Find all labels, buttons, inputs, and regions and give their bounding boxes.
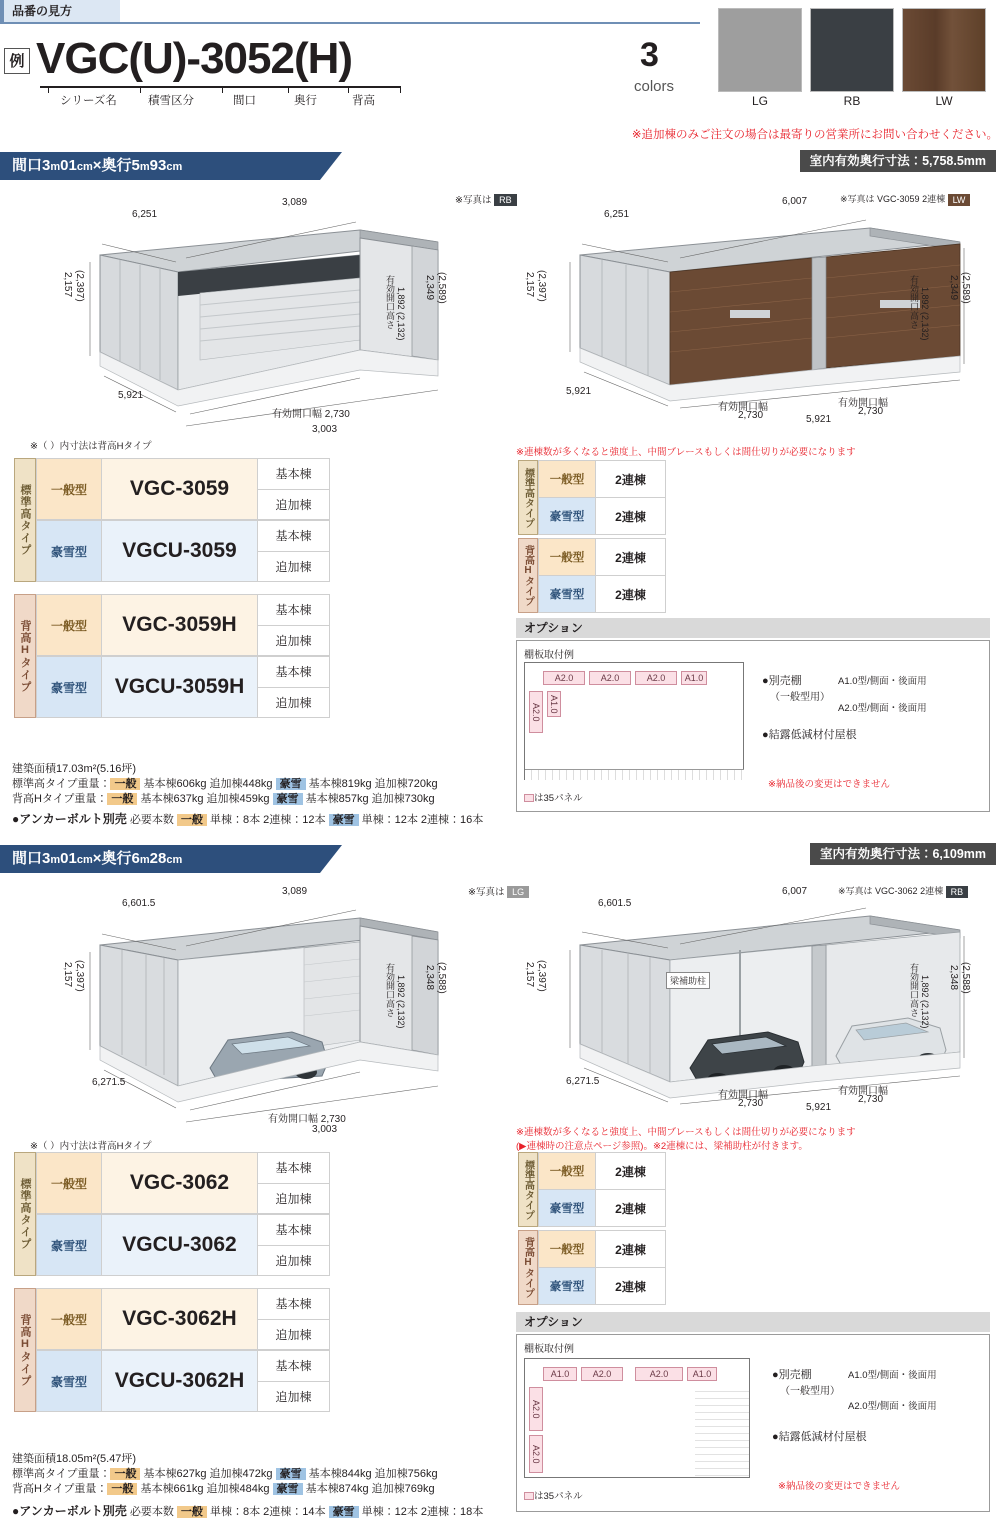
s1-left-dim-rh: 2,349 <box>424 275 435 301</box>
s1-spec-line1-head: 標準高タイプ重量： <box>12 778 111 790</box>
s2-spec-line2-head: 背高Hタイプ重量： <box>12 1483 108 1495</box>
s2-shelf-cell-top-1: A1.0 <box>543 1367 577 1381</box>
s1-anchor-b: 単棟：12本 2連棟：16本 <box>361 814 484 826</box>
s2-option-red-note: ※納品後の変更はできません <box>778 1481 900 1492</box>
s1-spec-line1-ippan: 一般 <box>110 778 140 790</box>
s2-left-dim-bottom-right: 3,003 <box>312 1124 338 1135</box>
s2-anchor-block <box>12 1504 532 1520</box>
s2-right-type-h-gosetsu: 豪雪型 <box>538 1267 596 1305</box>
s1-name-std-gosetsu: VGCU-3059 <box>102 520 258 582</box>
part-label-width: 間口 <box>233 95 256 107</box>
part-label-height: 背高 <box>352 95 375 107</box>
s2-left-dim-top-right: 3,089 <box>282 886 308 897</box>
s2-band-d1: 6 <box>131 850 140 867</box>
s1-cell-std-ippan-base: 基本棟 <box>258 458 330 490</box>
s1-band-prefix: 間口 <box>12 157 43 174</box>
color-count: 3 <box>640 36 659 74</box>
s1-right-row-std-gosetsu <box>538 497 666 535</box>
s2-right-dim-rh-paren: (2,588) <box>960 962 971 994</box>
s1-group-label-std: 標準高タイプ <box>14 458 36 582</box>
s2-type-h-gosetsu: 豪雪型 <box>36 1350 102 1412</box>
s1-spec-line2-a: 基本棟637kg 追加棟459kg <box>140 793 270 805</box>
s2-cell-std-ippan-add: 追加棟 <box>258 1184 330 1215</box>
s2-option-item-1-note1: A1.0型/側面・後面用 <box>848 1370 937 1381</box>
part-label-depth: 奥行 <box>294 95 317 107</box>
tick-1 <box>48 86 49 93</box>
s1-spec-area: 建築面積17.03m²(5.16坪) <box>12 763 137 775</box>
s2-band-d0: 奥行 <box>101 850 132 867</box>
s2-anchor-a: 単棟：8本 2連棟：14本 <box>209 1506 326 1518</box>
s1-row-h-ippan <box>36 594 330 656</box>
s2-band-u1: m <box>50 854 61 866</box>
s2-right-row-std-gosetsu <box>538 1189 666 1227</box>
s1-left-dim-h-paren: (2,397) <box>74 270 85 302</box>
s2-right-val-h-gosetsu: 2連棟 <box>596 1267 666 1305</box>
s2-spec-line1-b: 基本棟844kg 追加棟756kg <box>308 1468 438 1480</box>
s1-right-val-h-gosetsu: 2連棟 <box>596 575 666 613</box>
s2-right-val-std-ippan: 2連棟 <box>596 1152 666 1190</box>
s1-option-item-1: ●別売棚 <box>762 675 802 687</box>
s1-type-std-ippan: 一般型 <box>36 458 102 520</box>
s1-right-val-std-gosetsu: 2連棟 <box>596 497 666 535</box>
tick-4 <box>288 86 289 93</box>
s2-shelf-panel-texture <box>695 1385 749 1477</box>
s2-shelf-cell-left-2: A2.0 <box>529 1435 543 1473</box>
header-rule <box>0 22 700 24</box>
s2-name-h-gosetsu: VGCU-3062H <box>102 1350 258 1412</box>
s1-left-dim-bottom-right: 3,003 <box>312 424 338 435</box>
s2-left-dim-h-paren: (2,397) <box>74 960 85 992</box>
s1-left-photo-note <box>455 192 517 206</box>
s2-left-open-h-val: 1,892 (2,132) <box>396 975 406 1029</box>
s1-right-open-w2-val: 2,730 <box>858 406 884 417</box>
s2-type-std-ippan: 一般型 <box>36 1152 102 1214</box>
s1-left-dim-top-right: 3,089 <box>282 197 308 208</box>
s1-band-w2: 01 <box>60 157 77 174</box>
s1-band-u2: cm <box>76 161 93 173</box>
s1-cell-h-ippan-base: 基本棟 <box>258 594 330 626</box>
s1-right-type-h-gosetsu: 豪雪型 <box>538 575 596 613</box>
s2-shelf-cell-top-3: A2.0 <box>635 1367 683 1381</box>
s1-shelf-legend <box>524 790 583 804</box>
tick-2 <box>140 86 141 93</box>
swatch-label-lg: LG <box>751 94 768 108</box>
s2-anchor-gosetsu: 豪雪 <box>329 1506 359 1518</box>
s1-row-h-gosetsu <box>36 656 330 718</box>
s1-band-d0: 奥行 <box>101 157 132 174</box>
s2-cell-std-gosetsu-base: 基本棟 <box>258 1214 330 1246</box>
s2-spec-line1-head: 標準高タイプ重量： <box>12 1468 111 1480</box>
s2-shelf-cell-top-4: A1.0 <box>687 1367 717 1381</box>
example-badge: 例 <box>4 48 30 74</box>
s1-band-x: × <box>92 157 102 174</box>
s1-right-side-h: 背高Hタイプ <box>518 538 538 613</box>
s1-type-h-ippan: 一般型 <box>36 594 102 656</box>
s2-name-std-gosetsu: VGCU-3062 <box>102 1214 258 1276</box>
s1-type-h-gosetsu: 豪雪型 <box>36 656 102 718</box>
s2-right-color-chip: RB <box>946 886 969 898</box>
s2-left-dim-rh: 2,348 <box>424 965 435 991</box>
s2-right-dim-top-left: 6,601.5 <box>598 898 632 909</box>
s1-option-band: オプション <box>516 618 990 638</box>
s1-row-std-gosetsu <box>36 520 330 582</box>
s1-shelf-cell-top-4: A1.0 <box>681 671 707 685</box>
s2-model-table-std <box>14 1152 330 1276</box>
s1-left-color-chip: RB <box>494 194 517 206</box>
s1-spec-line2-head: 背高Hタイプ重量： <box>12 793 108 805</box>
s1-band-w1: 3 <box>42 157 51 174</box>
s1-shelf-cell-top-3: A2.0 <box>635 671 677 685</box>
s2-spec-line1-a: 基本棟627kg 追加棟472kg <box>143 1468 273 1480</box>
page-header-tab: 品番の見方 <box>0 0 120 22</box>
s2-right-side-h: 背高Hタイプ <box>518 1230 538 1305</box>
s2-band-du2: cm <box>166 854 183 866</box>
s2-right-beam-label: 梁補助柱 <box>666 972 710 989</box>
s2-left-dim-opening-w: 有効開口幅 2,730 <box>268 1114 346 1125</box>
s2-right-type-h-ippan: 一般型 <box>538 1230 596 1268</box>
s2-cell-h-ippan-base: 基本棟 <box>258 1288 330 1320</box>
s1-spec-line1-gosetsu: 豪雪 <box>276 778 306 790</box>
s2-model-table-h <box>14 1288 330 1412</box>
s1-option-item-1-note1: A1.0型/側面・後面用 <box>838 676 927 687</box>
swatch-lg <box>718 8 802 92</box>
s1-left-open-h-label: 有効開口高さ <box>385 275 395 329</box>
s1-model-table-h <box>14 594 330 718</box>
s1-shelf-cell-left-1: A2.0 <box>529 691 543 733</box>
s2-left-color-chip: LG <box>507 886 529 898</box>
s1-right-open-w1-val: 2,730 <box>738 410 764 421</box>
s2-band-w2: 01 <box>60 850 77 867</box>
s1-shelf-diagram <box>524 662 744 780</box>
s1-right-val-h-ippan: 2連棟 <box>596 538 666 576</box>
s1-left-dim-opening-w: 有効開口幅 2,730 <box>272 409 350 420</box>
s2-right-table-h <box>518 1230 666 1305</box>
s1-spec-line1-a: 基本棟606kg 追加棟448kg <box>143 778 273 790</box>
s1-type-std-gosetsu: 豪雪型 <box>36 520 102 582</box>
s2-right-dim-rh: 2,348 <box>948 965 959 991</box>
s2-anchor-req: 必要本数 <box>129 1506 174 1518</box>
s1-right-val-std-ippan: 2連棟 <box>596 460 666 498</box>
s1-right-side-std: 標準高タイプ <box>518 460 538 535</box>
s2-right-val-h-ippan: 2連棟 <box>596 1230 666 1268</box>
s2-band-du1: m <box>139 854 150 866</box>
s2-right-side-std: 標準高タイプ <box>518 1152 538 1227</box>
s1-spec-block <box>12 762 512 807</box>
s2-row-h-gosetsu <box>36 1350 330 1412</box>
s2-anchor-b: 単棟：12本 2連棟：18本 <box>361 1506 484 1518</box>
swatch-lw <box>902 8 986 92</box>
s1-left-footnote: ※（ ）内寸法は背高Hタイプ <box>30 441 152 452</box>
s1-spec-line2 <box>12 792 512 807</box>
s2-shelf-diagram <box>524 1358 750 1478</box>
s1-left-dim-bottom-left: 5,921 <box>118 390 144 401</box>
s2-spec-line1-gosetsu: 豪雪 <box>276 1468 306 1480</box>
s2-right-dim-top-right: 6,007 <box>782 886 808 897</box>
s2-right-open-w1-label: 有効開口幅 <box>718 1090 768 1101</box>
tick-3 <box>222 86 223 93</box>
s1-spec-line1-b: 基本棟819kg 追加棟720kg <box>308 778 438 790</box>
s1-left-photo-note-text: ※写真は <box>455 195 492 206</box>
section-2-band <box>0 845 320 873</box>
s2-shelf-legend-swatch <box>524 1492 534 1500</box>
s2-spec-line2-ippan: 一般 <box>107 1483 137 1495</box>
s2-shelf-legend-text: は35パネル <box>534 1491 583 1502</box>
s2-spec-area: 建築面積18.05m²(5.47坪) <box>12 1453 137 1465</box>
s1-left-dim-h-val: 2,157 <box>62 272 73 298</box>
s1-option-item-1-note2: A2.0型/側面・後面用 <box>838 703 927 714</box>
swatch-rb <box>810 8 894 92</box>
s2-cell-std-ippan-base: 基本棟 <box>258 1152 330 1184</box>
s1-right-dim-top-right: 6,007 <box>782 196 808 207</box>
s2-spec-line2-gosetsu: 豪雪 <box>273 1483 303 1495</box>
s1-right-table-std <box>518 460 666 535</box>
s1-spec-line1 <box>12 777 512 792</box>
s1-right-dim-rh-paren: (2,589) <box>960 272 971 304</box>
s2-spec-line2 <box>12 1482 512 1497</box>
s2-band-d2: 28 <box>149 850 167 867</box>
s2-row-h-ippan <box>36 1288 330 1350</box>
s2-right-row-std-ippan <box>538 1152 666 1190</box>
s2-left-dim-rh-paren: (2,588) <box>436 962 447 994</box>
s2-right-open-h-val: 1,892 (2,132) <box>920 975 930 1029</box>
section-2-inner-depth: 室内有効奥行寸法：6,109mm <box>810 843 996 865</box>
s1-shelf-legend-text: は35パネル <box>534 793 583 804</box>
s2-name-h-ippan: VGC-3062H <box>102 1288 258 1350</box>
s1-model-table-std <box>14 458 330 582</box>
s2-option-item-1-note2: A2.0型/側面・後面用 <box>848 1401 937 1412</box>
s2-right-table-std <box>518 1152 666 1227</box>
s1-cell-h-gosetsu-base: 基本棟 <box>258 656 330 688</box>
s2-cell-std-gosetsu-add: 追加棟 <box>258 1246 330 1277</box>
s2-right-row-h-ippan <box>538 1230 666 1268</box>
s2-right-row-h-gosetsu <box>538 1267 666 1305</box>
s1-shelf-legend-swatch <box>524 794 534 802</box>
s2-right-warning-2: (▶連棟時の注意点ページ参照)。※2連棟には、梁補助柱が付きます。 <box>516 1141 808 1152</box>
s2-right-open-w2-val: 2,730 <box>858 1094 884 1105</box>
part-label-snow: 積雪区分 <box>148 95 194 107</box>
s1-right-type-std-gosetsu: 豪雪型 <box>538 497 596 535</box>
s1-right-color-chip: LW <box>948 194 971 206</box>
s2-spec-line1 <box>12 1467 512 1482</box>
s1-band-du1: m <box>139 161 150 173</box>
part-label-series: シリーズ名 <box>60 95 117 107</box>
s1-shelf-cell-top-2: A2.0 <box>589 671 631 685</box>
s1-right-row-std-ippan <box>538 460 666 498</box>
section-1-band <box>0 152 320 180</box>
s1-right-table-h <box>518 538 666 613</box>
s1-anchor-gosetsu: 豪雪 <box>329 814 359 826</box>
s2-right-open-w1-val: 2,730 <box>738 1098 764 1109</box>
s2-left-dim-bottom-left: 6,271.5 <box>92 1077 126 1088</box>
s1-right-type-h-ippan: 一般型 <box>538 538 596 576</box>
s2-group-label-std: 標準高タイプ <box>14 1152 36 1276</box>
s2-band-prefix: 間口 <box>12 850 43 867</box>
s2-right-type-std-gosetsu: 豪雪型 <box>538 1189 596 1227</box>
s2-spec-line2-a: 基本棟661kg 追加棟484kg <box>140 1483 270 1495</box>
s1-right-dim-h-paren: (2,397) <box>536 270 547 302</box>
s2-left-open-h-label: 有効開口高さ <box>385 963 395 1017</box>
s1-band-du2: cm <box>166 161 183 173</box>
s1-anchor-req: 必要本数 <box>129 814 174 826</box>
s1-left-dim-top-left: 6,251 <box>132 209 158 220</box>
s2-shelf-cell-left-1: A2.0 <box>529 1387 543 1431</box>
s2-option-item-1-sub: （一般型用） <box>780 1386 840 1397</box>
s1-band-d1: 5 <box>131 157 140 174</box>
s1-anchor-title: ●アンカーボルト別売 <box>12 812 127 826</box>
s1-cell-std-gosetsu-add: 追加棟 <box>258 552 330 583</box>
s1-anchor-block <box>12 812 512 828</box>
s1-right-photo-note-text: ※写真は VGC-3059 2連棟 <box>840 194 946 204</box>
s1-shelf-floor <box>525 769 744 780</box>
s2-shelf-cell-top-2: A2.0 <box>581 1367 623 1381</box>
s2-right-dim-h: 2,157 <box>524 962 535 988</box>
s2-spec-line2-b: 基本棟874kg 追加棟769kg <box>305 1483 435 1495</box>
swatch-label-rb: RB <box>843 94 861 108</box>
s1-left-dim-h <box>62 272 73 297</box>
additional-unit-note: ※追加棟のみご注文の場合は最寄りの営業所にお問い合わせください。 <box>631 129 998 141</box>
s1-right-warning: ※連棟数が多くなると強度上、中間ブレースもしくは間仕切りが必要になります <box>516 447 856 458</box>
s1-cell-std-gosetsu-base: 基本棟 <box>258 520 330 552</box>
s1-shelf-example-title: 棚板取付例 <box>524 650 574 661</box>
s1-name-h-gosetsu: VGCU-3059H <box>102 656 258 718</box>
s2-right-open-h-label: 有効開口高さ <box>909 963 919 1017</box>
section-1-inner-depth: 室内有効奥行寸法：5,758.5mm <box>800 150 996 172</box>
s2-option-item-1: ●別売棚 <box>772 1369 812 1381</box>
s2-band-x: × <box>92 850 102 867</box>
s2-row-std-gosetsu <box>36 1214 330 1276</box>
s1-row-std-ippan <box>36 458 330 520</box>
model-underline <box>40 86 400 88</box>
s1-option-item-1-sub: （一般型用） <box>770 692 830 703</box>
s1-group-label-h: 背高Hタイプ <box>14 594 36 718</box>
s2-shelf-legend <box>524 1488 583 1502</box>
s1-right-row-h-ippan <box>538 538 666 576</box>
s2-name-std-ippan: VGC-3062 <box>102 1152 258 1214</box>
s2-left-photo-note-text: ※写真は <box>468 887 505 898</box>
s1-spec-line2-gosetsu: 豪雪 <box>273 793 303 805</box>
s1-right-dim-h: 2,157 <box>524 272 535 298</box>
s2-row-std-ippan <box>36 1152 330 1214</box>
s1-spec-line2-b: 基本棟857kg 追加棟730kg <box>305 793 435 805</box>
example-model-number: VGC(U)-3052(H) <box>36 34 353 83</box>
s2-band-w1: 3 <box>42 850 51 867</box>
swatch-label-lw: LW <box>935 94 953 108</box>
s2-right-dim-bottom-mid: 5,921 <box>806 1102 832 1113</box>
s1-right-dim-top-left: 6,251 <box>604 209 630 220</box>
s1-right-dim-rh: 2,349 <box>948 275 959 301</box>
s2-left-photo-note <box>468 884 529 898</box>
s2-left-dim-h: 2,157 <box>62 962 73 988</box>
tick-6 <box>400 86 401 93</box>
s2-right-val-std-gosetsu: 2連棟 <box>596 1189 666 1227</box>
s1-cell-h-ippan-add: 追加棟 <box>258 626 330 657</box>
s2-right-warning: ※連棟数が多くなると強度上、中間ブレースもしくは間仕切りが必要になります <box>516 1127 856 1138</box>
s1-name-std-ippan: VGC-3059 <box>102 458 258 520</box>
s1-right-open-h-label: 有効開口高さ <box>909 275 919 329</box>
s1-right-open-h-val: 1,892 (2,132) <box>920 287 930 341</box>
s2-anchor-ippan: 一般 <box>177 1506 207 1518</box>
s2-right-photo-note-text: ※写真は VGC-3062 2連棟 <box>838 886 944 896</box>
s2-cell-h-gosetsu-base: 基本棟 <box>258 1350 330 1382</box>
s1-anchor-a: 単棟：8本 2連棟：12本 <box>209 814 326 826</box>
s2-shelf-example-title: 棚板取付例 <box>524 1344 574 1355</box>
s2-type-h-ippan: 一般型 <box>36 1288 102 1350</box>
s1-left-open-h-val: 1,892 (2,132) <box>396 287 406 341</box>
s1-left-dim-rh-paren: (2,589) <box>436 272 447 304</box>
s2-right-type-std-ippan: 一般型 <box>538 1152 596 1190</box>
s2-right-open-w2-label: 有効開口幅 <box>838 1086 888 1097</box>
s1-right-type-std-ippan: 一般型 <box>538 460 596 498</box>
s1-right-open-w2-label: 有効開口幅 <box>838 398 888 409</box>
s2-left-dim-top-left: 6,601.5 <box>122 898 156 909</box>
s1-option-red-note: ※納品後の変更はできません <box>768 779 890 790</box>
s1-band-u1: m <box>50 161 61 173</box>
s1-cell-h-gosetsu-add: 追加棟 <box>258 688 330 719</box>
s1-shelf-cell-top-1: A2.0 <box>543 671 585 685</box>
s2-band-u2: cm <box>76 854 93 866</box>
s1-anchor-ippan: 一般 <box>177 814 207 826</box>
s2-cell-h-ippan-add: 追加棟 <box>258 1320 330 1351</box>
s2-right-dim-h-paren: (2,397) <box>536 960 547 992</box>
color-count-word: colors <box>634 78 675 95</box>
s1-band-d2: 93 <box>149 157 167 174</box>
s1-right-open-w1-label: 有効開口幅 <box>718 402 768 413</box>
s2-cell-h-gosetsu-add: 追加棟 <box>258 1382 330 1413</box>
s1-shelf-cell-left-2: A1.0 <box>547 691 561 717</box>
s1-spec-line2-ippan: 一般 <box>107 793 137 805</box>
s2-option-band: オプション <box>516 1312 990 1332</box>
s2-type-std-gosetsu: 豪雪型 <box>36 1214 102 1276</box>
s2-right-dim-bottom-left: 6,271.5 <box>566 1076 600 1087</box>
s1-right-row-h-gosetsu <box>538 575 666 613</box>
s2-left-footnote: ※（ ）内寸法は背高Hタイプ <box>30 1141 152 1152</box>
s2-group-label-h: 背高Hタイプ <box>14 1288 36 1412</box>
s1-cell-std-ippan-add: 追加棟 <box>258 490 330 521</box>
s1-right-dim-bottom-left: 5,921 <box>566 386 592 397</box>
s2-spec-line1-ippan: 一般 <box>110 1468 140 1480</box>
s1-option-item-2: ●結露低減材付屋根 <box>762 729 857 741</box>
s2-option-item-2: ●結露低減材付屋根 <box>772 1431 867 1443</box>
s2-spec-block <box>12 1452 512 1497</box>
s1-right-dim-bottom-mid: 5,921 <box>806 414 832 425</box>
tick-5 <box>348 86 349 93</box>
s1-name-h-ippan: VGC-3059H <box>102 594 258 656</box>
s2-anchor-title: ●アンカーボルト別売 <box>12 1504 127 1518</box>
